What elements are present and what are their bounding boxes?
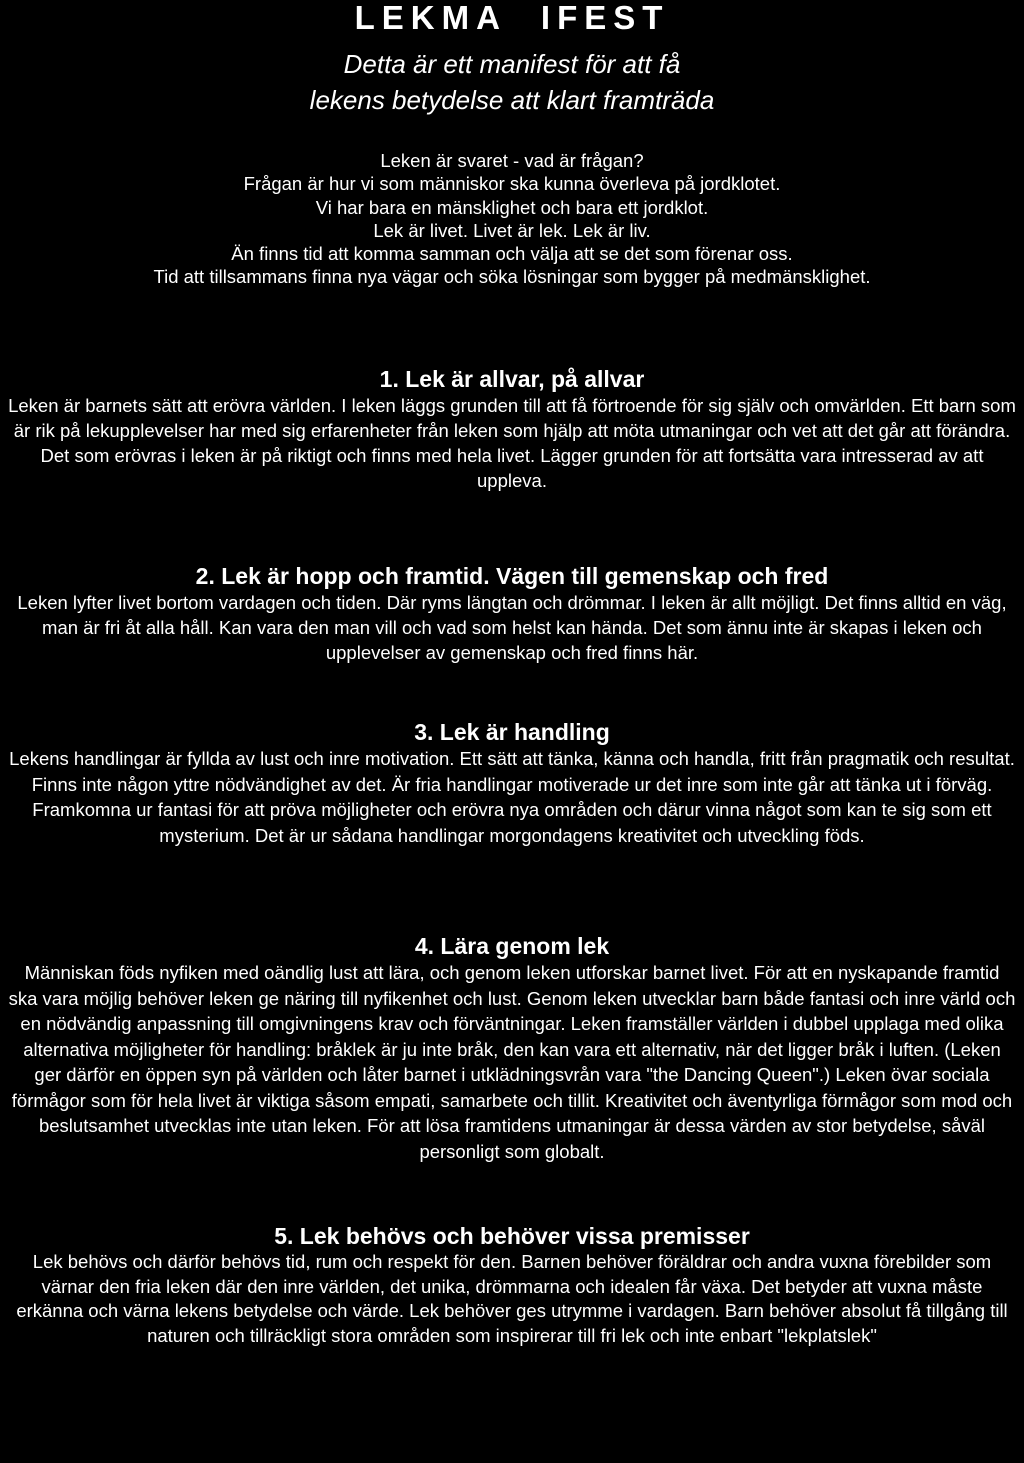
section-body: Lek behövs och därför behövs tid, rum och respekt för den. Barnen behöver föräldrar och andra vuxna förebilder som värnar den fria leken där den inre världen, det unika, drömmarna och idealen får växa. Det betyder att vuxna måste erkänna och värna lekens betydelse och värde. Lek behöver ges utrymme i vardagen. Barn behöver absolut få tillgång till naturen och tillräckligt stora områden som inspirerar till fri lek och inte enbart "lekplatslek" (16, 1251, 1008, 1346)
section-1 (0, 365, 1024, 493)
section-5 (0, 1222, 1024, 1348)
intro-line: Än finns tid att komma samman och välja att se det som förenar oss. (231, 243, 793, 265)
section-heading: 5. Lek behövs och behöver vissa premisser (274, 1223, 750, 1249)
intro-line: Leken är svaret - vad är frågan? (380, 150, 644, 171)
section-body: Leken är barnets sätt att erövra världen. I leken läggs grunden till att få förtroende för sig själv och omvärlden. Ett barn som är rik på lekupplevelser har med sig erfarenheter från leken som hjälp att möta utmaningar och vet att det går att förändra. Det som erövras i leken är på riktigt och finns med hela livet. Lägger grunden för att fortsätta vara intresserad av att uppleva. (8, 395, 1016, 491)
subtitle-line-2: lekens betydelse att klart framträda (309, 85, 715, 115)
subtitle-line-1: Detta är ett manifest för att få (343, 49, 681, 79)
intro-line: Frågan är hur vi som människor ska kunna överleva på jordklotet. (243, 173, 781, 195)
section-heading: 1. Lek är allvar, på allvar (379, 366, 645, 392)
section-4 (0, 932, 1024, 1164)
section-2 (0, 562, 1024, 665)
section-heading: 2. Lek är hopp och framtid. Vägen till gemenskap och fred (195, 563, 829, 589)
section-body: Människan föds nyfiken med oändlig lust att lära, och genom leken utforskar barnet livet. För att en nyskapande framtid ska vara möjlig behöver leken ge näring till nyfikenhet och lust. Genom leken utvecklar barn både fantasi och inre värld och en nödvändig anpassning till omgivningens krav och förväntningar. Leken framställer världen i dubbel upplaga med olika alternativa möjligheter för handling: bråklek är ju inte bråk, den kan vara ett alternativ, när det ligger bråk i luften. (Leken ger därför en öppen syn på världen och låter barnet i utklädningsvrån vara "the Dancing Queen".) Leken övar sociala förmågor som för hela livet är viktiga såsom empati, samarbete och tillit. Kreativitet och äventyrliga förmågor som mod och beslutsamhet utvecklas inte utan leken. För att lösa framtidens utmaningar är dessa värden av stor betydelse, såväl personligt som globalt. (8, 962, 1016, 1162)
intro-line: Tid att tillsammans finna nya vägar och söka lösningar som bygger på medmänsklighet. (153, 266, 871, 288)
section-heading: 3. Lek är handling (414, 719, 610, 745)
section-3 (0, 718, 1024, 848)
intro-line: Vi har bara en mänsklighet och bara ett jordklot. (315, 196, 709, 218)
title-part-1: LEKMA (354, 0, 507, 36)
section-body: Lekens handlingar är fyllda av lust och inre motivation. Ett sätt att tänka, känna och handla, fritt från pragmatik och resultat. Finns inte någon yttre nödvändighet av det. Är fria handlingar motiverade ur det inre som inte går att tänka ut i förväg. Framkomna ur fantasi för att pröva möjligheter och erövra nya områden och därur vinna något som kan te sig som ett mysterium. Det är ur sådana handlingar morgondagens kreativitet och utveckling föds. (9, 748, 1015, 846)
section-heading: 4. Lära genom lek (414, 933, 610, 959)
section-body: Leken lyfter livet bortom vardagen och tiden. Där ryms längtan och drömmar. I leken är allt möjligt. Det finns alltid en väg, man är fri åt alla håll. Kan vara den man vill och vad som helst kan hända. Det som ännu inte är skapas i leken och upplevelser av gemenskap och fred finns här. (17, 592, 1007, 663)
title-part-2: IFEST (540, 0, 670, 36)
intro-line: Lek är livet. Livet är lek. Lek är liv. (373, 219, 651, 241)
page-title (0, 0, 1024, 36)
intro-statements (0, 149, 1024, 289)
